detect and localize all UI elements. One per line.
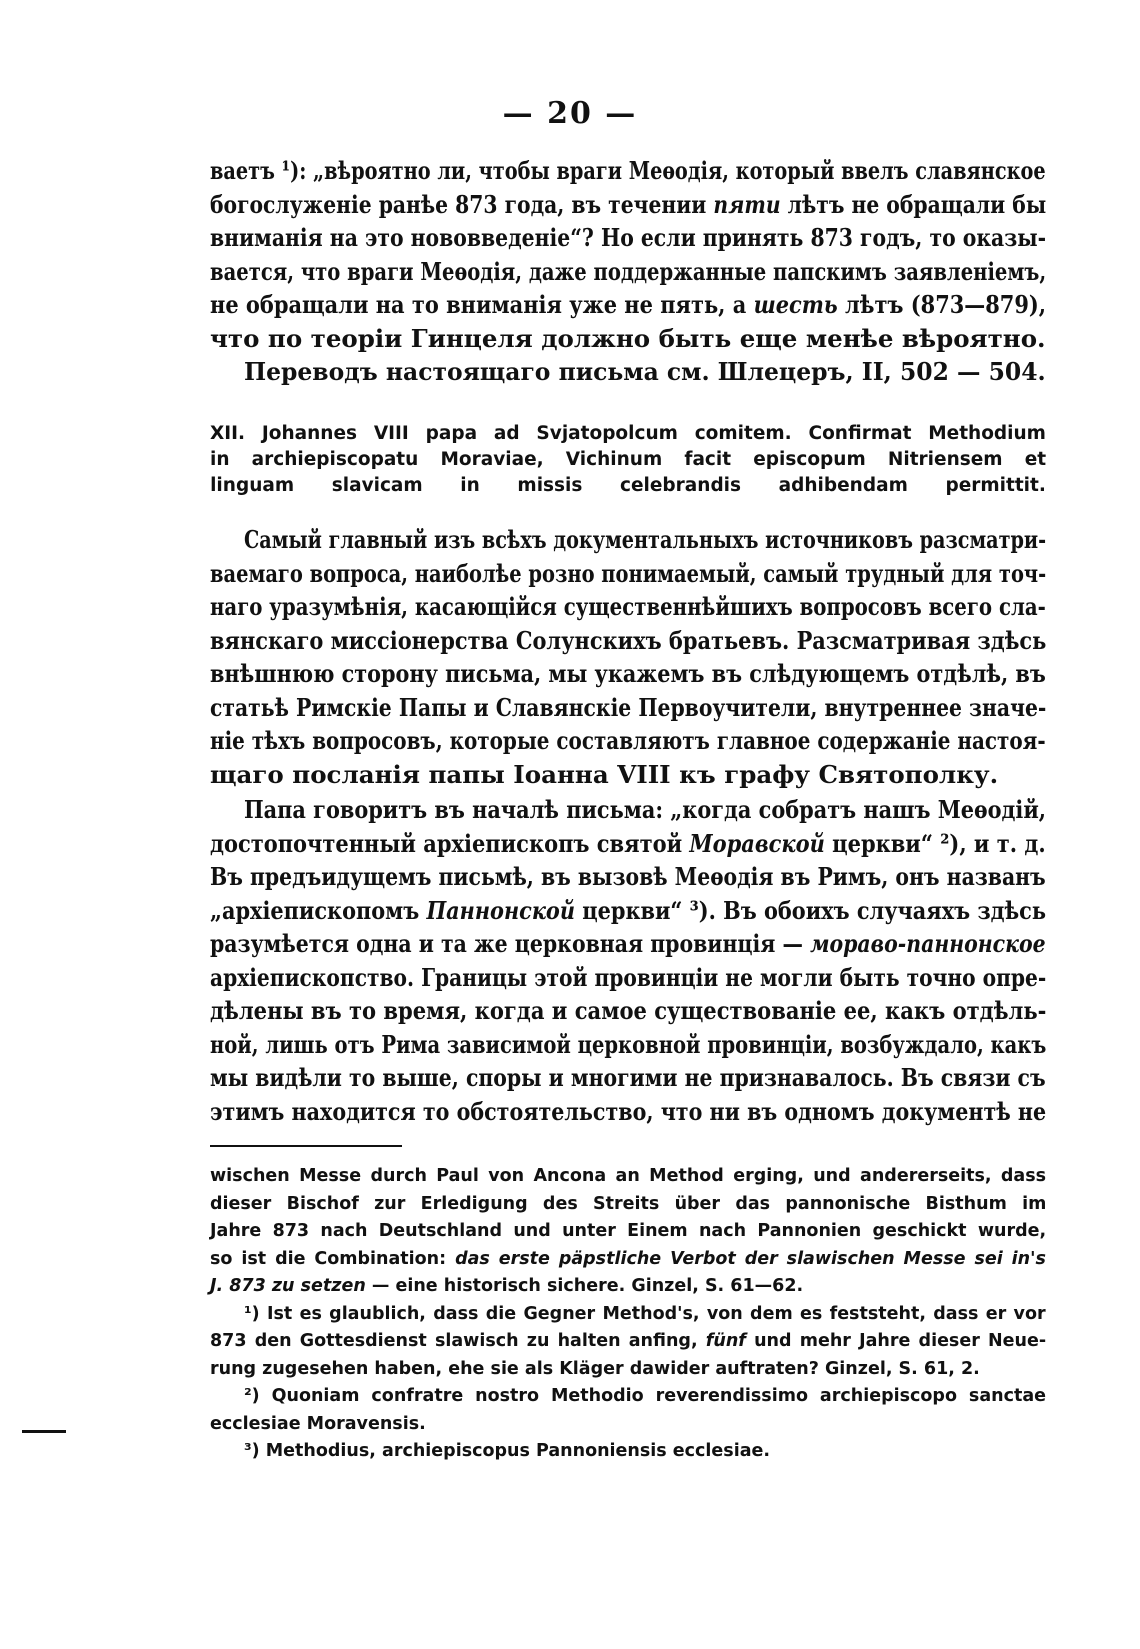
text-line: [210, 154, 1046, 188]
text-run: дѣлены въ то время, когда и самое существованіе ее, какъ отдѣль-: [210, 996, 1047, 1025]
footnote-line: [210, 1273, 1046, 1301]
text-line: [210, 691, 1046, 725]
footnote-2: [210, 1383, 1046, 1411]
text-run: разумѣется одна и та же церковная провинція — мораво-паннонское: [210, 929, 1046, 958]
footnote-line: [210, 1163, 1046, 1191]
text-line: [210, 221, 1046, 255]
text-run: dieser Bischof zur Erledigung des Streits über das pannonische Bisthum im: [210, 1193, 1047, 1214]
text-line: [210, 188, 1046, 222]
text-run: этимъ находится то обстоятельство, что ни въ одномъ документѣ не: [210, 1096, 1047, 1126]
text-line: [210, 624, 1046, 658]
text-run: ¹) Ist es glaublich, dass die Gegner Method's, von dem es feststeht, dass er vor: [244, 1303, 1046, 1324]
text-run: Папа говоритъ въ началѣ письма: „когда собратъ нашъ Меѳодій,: [244, 795, 1047, 824]
heading-line: [210, 421, 1046, 447]
text-run: Переводъ настоящаго письма см. Шлецеръ, II, 502 — 504.: [244, 357, 1046, 386]
text-run: so ist die Combination: das erste päpstliche Verbot der slawischen Messe sei in's: [210, 1248, 1046, 1269]
italic-run: das erste päpstliche Verbot der slawischen Messe sei in's: [455, 1248, 1046, 1269]
text-line: [210, 758, 1046, 792]
text-line: [210, 255, 1046, 289]
document-heading: [210, 421, 1046, 499]
footnote-line: [210, 1246, 1046, 1274]
italic-run: Паннонской: [426, 895, 575, 925]
footnote-line: [210, 1356, 1046, 1384]
text-line: [210, 1061, 1046, 1095]
text-run: „архіепископомъ Паннонской церкви“ ³). Въ обоихъ случаяхъ здѣсь: [210, 895, 1047, 925]
text-line: [210, 557, 1046, 591]
text-run: ніе тѣхъ вопросовъ, которые составляютъ главное содержаніе настоя-: [210, 726, 1046, 755]
text-run: 873 den Gottesdienst slawisch zu halten anfing, fünf und mehr Jahre dieser Neue-: [210, 1331, 1047, 1351]
text-run: мы видѣли то выше, споры и многими не признавалось. Въ связи съ: [210, 1063, 1046, 1092]
text-run: ваемаго вопроса, наиболѣе розно понимаемый, самый трудный для точ-: [210, 558, 1047, 588]
text-run: вается, что враги Меѳодія, даже поддержанные папскимъ заявленіемъ,: [210, 256, 1047, 286]
text-line: [210, 894, 1046, 928]
italic-run: J. 873 zu setzen: [210, 1276, 366, 1296]
text-run: богослуженіе ранѣе 873 года, въ течении пяти лѣтъ не обращали бы: [210, 189, 1047, 219]
heading-text: XII. Johannes VIII papa ad Svjatopolcum comitem. Confirmat Methodium: [210, 423, 1046, 444]
text-run: wischen Messe durch Paul von Ancona an Method erging, und andererseits, dass: [210, 1166, 1047, 1186]
paragraph-papal-letter: [210, 793, 1046, 1128]
italic-run: пяти: [713, 189, 781, 219]
text-run: ваетъ ¹): „вѣроятно ли, чтобы враги Меѳодія, который ввелъ славянское: [210, 156, 1046, 185]
italic-run: мораво-паннонское: [810, 929, 1046, 958]
text-line: [210, 793, 1046, 827]
text-line: [210, 1095, 1046, 1129]
paragraph-continuation: [210, 154, 1046, 389]
footnote-line: [210, 1191, 1046, 1219]
text-line: [210, 322, 1046, 356]
footnote-line: [210, 1328, 1046, 1356]
text-run: наго уразумѣнія, касающійся существеннѣйшихъ вопросовъ всего сла-: [210, 592, 1046, 621]
footnote-3: [210, 1438, 1046, 1466]
text-run: что по теоріи Гинцеля должно быть еще менѣе вѣроятно.: [210, 323, 1046, 353]
footnote-line: [210, 1411, 1046, 1439]
text-run: вянскаго миссіонерства Солунскихъ братьевъ. Разсматривая здѣсь: [210, 625, 1047, 655]
text-line: [210, 657, 1046, 691]
text-run: щаго посланія папы Іоанна VIII къ графу Святополку.: [210, 759, 999, 789]
page-number: — 20 —: [502, 96, 638, 131]
text-run: Самый главный изъ всѣхъ документальныхъ источниковъ разсматри-: [244, 525, 1047, 554]
text-line: [210, 523, 1046, 557]
text-run: внѣшнюю сторону письма, мы укажемъ въ слѣдующемъ отдѣлѣ, въ: [210, 659, 1046, 688]
text-line: [210, 724, 1046, 758]
text-run: ecclesiae Moravensis.: [210, 1413, 426, 1434]
footnote-line: [210, 1218, 1046, 1246]
italic-run: fünf: [705, 1331, 746, 1351]
text-line: [210, 961, 1046, 995]
text-run: вниманія на это нововведеніе“? Но если принять 873 годъ, то оказы-: [210, 223, 1047, 252]
text-line: [210, 860, 1046, 894]
italic-run: Моравской: [689, 828, 825, 858]
text-line: [210, 927, 1046, 961]
heading-line: [210, 447, 1046, 473]
text-line: [210, 288, 1046, 322]
text-run: J. 873 zu setzen — eine historisch sichere. Ginzel, S. 61—62.: [210, 1276, 804, 1296]
text-run: rung zugesehen haben, ehe sie als Kläger dawider auftraten? Ginzel, S. 61, 2.: [210, 1358, 980, 1379]
heading-line: [210, 473, 1046, 499]
footnote-separator: [210, 1145, 402, 1147]
text-line: [210, 827, 1046, 861]
text-run: Въ предъидущемъ письмѣ, въ вызовѣ Меѳодія въ Римъ, онъ названъ: [210, 862, 1046, 891]
footnotes: [210, 1163, 1046, 1466]
text-run: не обращали на то вниманія уже не пять, а шесть лѣтъ (873—879),: [210, 290, 1047, 319]
text-run: Jahre 873 nach Deutschland und unter Einem nach Pannonien geschickt wurde,: [210, 1221, 1047, 1241]
text-run: ной, лишь отъ Рима зависимой церковной провинціи, возбуждало, какъ: [210, 1029, 1047, 1059]
text-run: статьѣ Римскіе Папы и Славянскіе Первоучители, внутреннее значе-: [210, 692, 1047, 722]
heading-text: in archiepiscopatu Moraviae, Vichinum facit episcopum Nitriensem et: [210, 449, 1047, 470]
translation-note: [210, 355, 1046, 389]
text-run: достопочтенный архіепископъ святой Моравской церкви“ ²), и т. д.: [210, 828, 1046, 858]
text-line: [210, 1028, 1046, 1062]
heading-text: linguam slavicam in missis celebrandis adhibendam permittit.: [210, 475, 1046, 496]
margin-mark: [22, 1430, 66, 1433]
text-line: [210, 994, 1046, 1028]
text-run: ³) Methodius, archiepiscopus Pannoniensis ecclesiae.: [244, 1441, 771, 1461]
italic-run: шесть: [753, 290, 838, 319]
footnote-1: [210, 1301, 1046, 1329]
paragraph-main: [210, 523, 1046, 791]
text-run: ²) Quoniam confratre nostro Methodio reverendissimo archiepiscopo sanctae: [244, 1386, 1047, 1406]
text-run: архіепископство. Границы этой провинціи не могли быть точно опре-: [210, 962, 1047, 992]
text-line: [210, 590, 1046, 624]
